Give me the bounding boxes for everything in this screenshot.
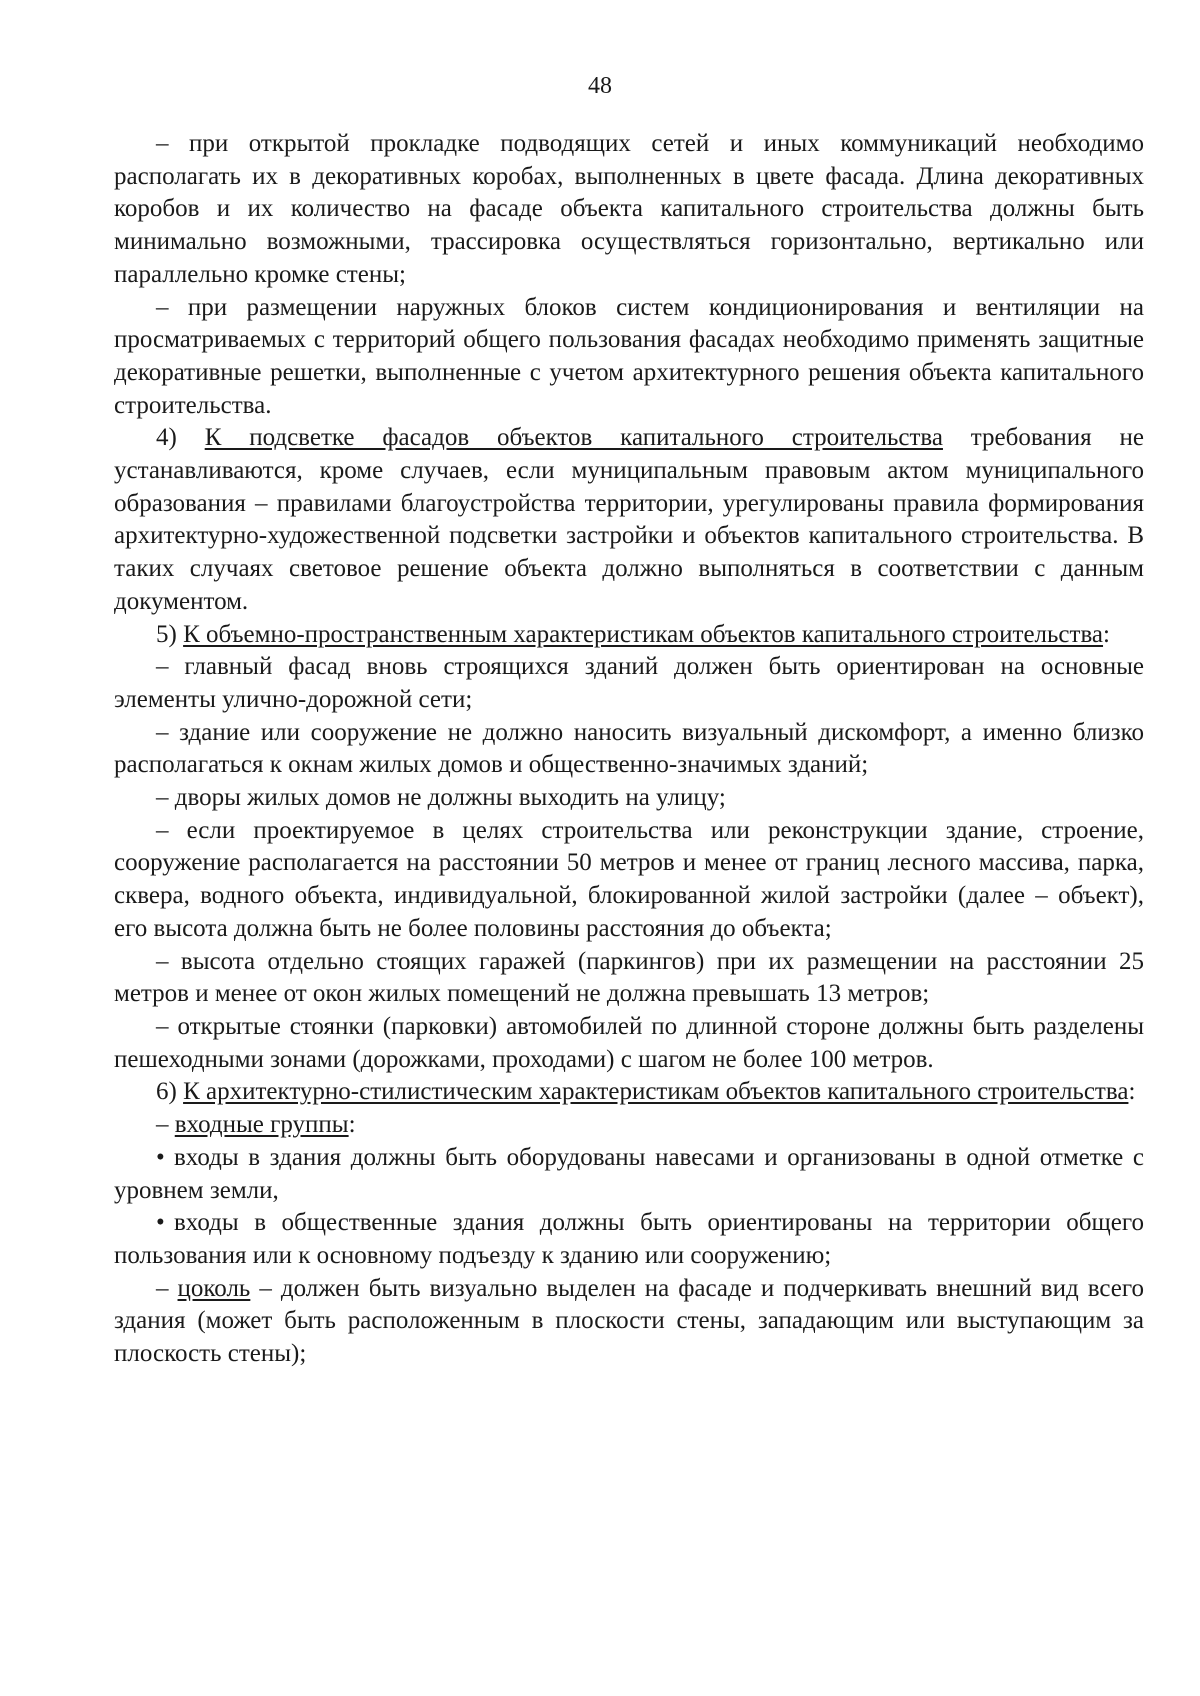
item-number: 5) [156,620,184,648]
paragraph-plinth [114,1273,1144,1371]
paragraph-text: : [348,1111,356,1139]
paragraph-air-conditioning-units: – при размещении наружных блоков систем кондиционирования и вентиляции на просматриваемых с территорий общего пользования фасадах необходимо применять защитные декоративные решетки, выполненные с учетом архитектурного решения объекта капитального строительства. [114,293,1144,419]
dash-prefix: – [156,1111,175,1139]
section-heading-underlined: К подсветке фасадов объектов капитального строительства [204,424,943,452]
subsection-heading-underlined: цоколь [177,1274,251,1302]
section-heading-underlined: К архитектурно-стилистическим характеристикам объектов капитального строительства [183,1078,1129,1106]
paragraph-building-height: – если проектируемое в целях строительства или реконструкции здание, строение, сооружение располагается на расстоянии 50 метров и менее от границ лесного массива, парка, сквера, водного объекта, индивидуальной, блокированной жилой застройки (далее – объект), его высота должна быть не более половины расстояния до объекта; [114,816,1144,942]
item-number: 4) [156,424,205,452]
item-number: 6) [156,1078,184,1106]
paragraph-text: : [1103,620,1110,648]
paragraph-visual-discomfort: – здание или сооружение не должно наносить визуальный дискомфорт, а именно близко располагаться к окнам жилых домов и общественно-значимых зданий; [114,718,1144,779]
paragraph-text: : [1128,1078,1136,1106]
bullet-icon: • [156,1209,165,1237]
paragraph-volume-spatial-heading [114,619,1144,652]
paragraph-text: требования не устанавливаются, кроме случаев, если муниципальным правовым актом муниципального образования – правилами благоустройства территории, урегулированы правила формирования архитектурно-художественной подсветки застройки и объектов капитального строительства. В таких случаях световое решение объекта должно выполняться в соответствии с данным документом. [114,424,1144,615]
paragraph-entrance-groups [114,1109,1144,1142]
paragraph-text: входы в общественные здания должны быть ориентированы на территории общего пользования или к основному подъезду к зданию или сооружению; [114,1209,1144,1269]
paragraph-open-laying-networks: – при открытой прокладке подводящих сетей и иных коммуникаций необходимо располагать их в декоративных коробах, выполненных в цвете фасада. Длина декоративных коробов и их количество на фасаде объекта капитального строительства должны быть минимально возможными, трассировка осуществляться горизонтально, вертикально или параллельно кромке стены; [114,130,1144,288]
document-body [114,128,1144,1371]
paragraph-main-facade: – главный фасад вновь строящихся зданий должен быть ориентирован на основные элементы улично-дорожной сети; [114,653,1144,713]
dash-prefix: – [156,1274,178,1302]
paragraph-text: – должен быть визуально выделен на фасаде и подчеркивать внешний вид всего здания (может быть расположенным в плоскости стены, западающим или выступающим за плоскость стены); [114,1274,1145,1368]
subsection-heading-underlined: входные группы [174,1111,349,1139]
page-number: 48 [588,73,612,99]
paragraph-bullet-public-entrances [114,1207,1144,1272]
paragraph-text: входы в здания должны быть оборудованы навесами и организованы в одной отметке с уровнем земли, [114,1143,1144,1204]
paragraph-facade-lighting [114,422,1144,618]
paragraph-parking: – открытые стоянки (парковки) автомобилей по длинной стороне должны быть разделены пешеходными зонами (дорожками, проходами) с шагом не более 100 метров. [114,1012,1144,1073]
section-heading-underlined: К объемно-пространственным характеристикам объектов капитального строительства [183,620,1104,648]
paragraph-garage-height: – высота отдельно стоящих гаражей (паркингов) при их размещении на расстоянии 25 метров и менее от окон жилых помещений не должна превышать 13 метров; [114,947,1144,1008]
paragraph-courtyards: – дворы жилых домов не должны выходить на улицу; [156,784,726,812]
paragraph-bullet-entrances-canopies [114,1142,1144,1207]
bullet-icon: • [156,1143,165,1171]
paragraph-architectural-stylistic-heading [114,1076,1144,1109]
